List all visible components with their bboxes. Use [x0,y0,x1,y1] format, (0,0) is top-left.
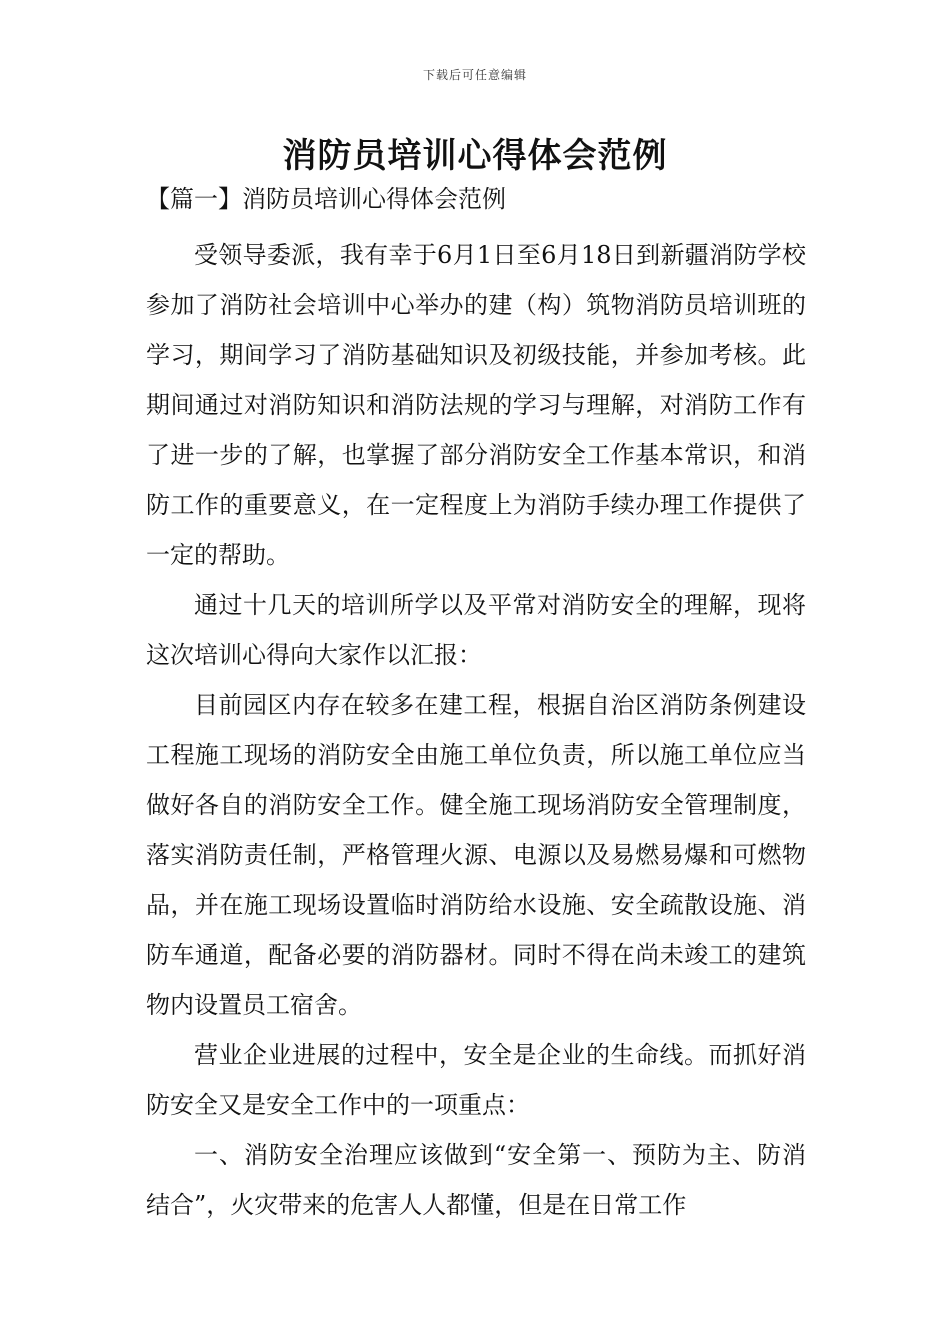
paragraph: 通过十几天的培训所学以及平常对消防安全的理解，现将这次培训心得向大家作以汇报： [146,591,806,669]
paragraph: 受领导委派，我有幸于6月1日至6月18日到新疆消防学校参加了消防社会培训中心举办的建（构）筑物消防员培训班的学习，期间学习了消防基础知识及初级技能，并参加考核。此期间通过对消防知识和消防法规的学习与理解，对消防工作有了进一步的了解，也掌握了部分消防安全工作基本常识，和消防工作的重要意义，在一定程度上为消防手续办理工作提供了一定的帮助。 [146,241,806,569]
section-heading: 【篇一】消防员培训心得体会范例 [146,185,506,213]
document-title: 消防员培训心得体会范例 [282,136,668,176]
paragraph: 目前园区内存在较多在建工程，根据自治区消防条例建设工程施工现场的消防安全由施工单位负责，所以施工单位应当做好各自的消防安全工作。健全施工现场消防安全管理制度，落实消防责任制，严格管理火源、电源以及易燃易爆和可燃物品，并在施工现场设置临时消防给水设施、安全疏散设施、消防车通道，配备必要的消防器材。同时不得在尚未竣工的建筑物内设置员工宿舍。 [146,691,806,1019]
paragraph: 营业企业进展的过程中，安全是企业的生命线。而抓好消防安全又是安全工作中的一项重点： [146,1041,806,1119]
paragraph: 一、消防安全治理应该做到“安全第一、预防为主、防消结合”，火灾带来的危害人人都懂，但是在日常工作 [146,1141,806,1219]
body-text [146,230,806,1230]
header-note: 下载后可任意编辑 [422,68,527,82]
